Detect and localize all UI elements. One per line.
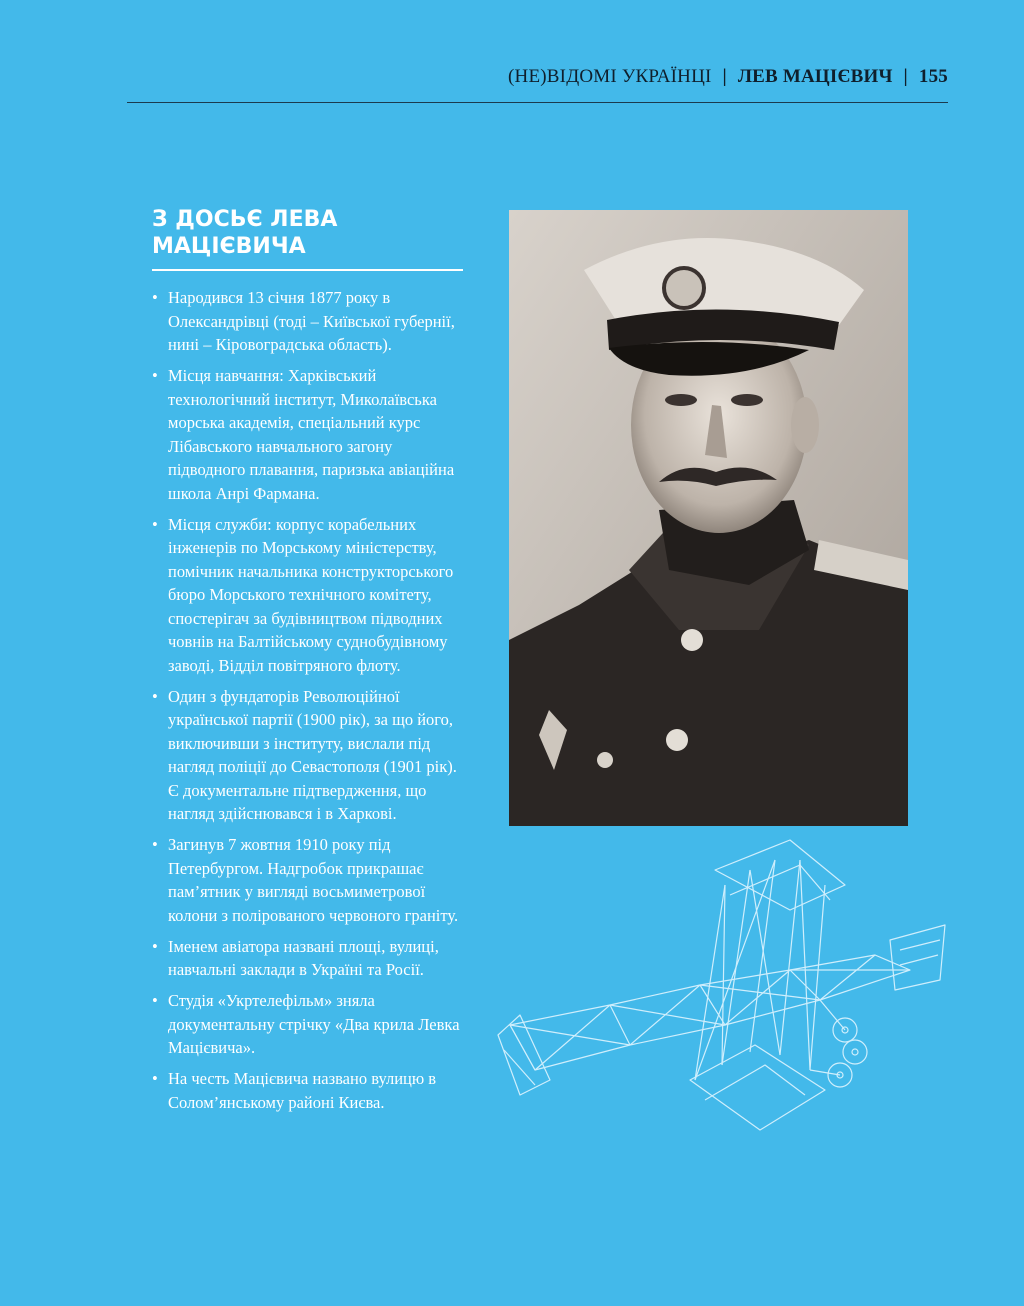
- header-separator: |: [722, 66, 727, 87]
- biplane-illustration: [490, 830, 960, 1170]
- fact-item: • Іменем авіатора названі площі, вулиці, навчальні заклади в Україні та Росії.: [152, 935, 470, 982]
- portrait-photo: [509, 210, 908, 826]
- running-header: [508, 66, 948, 88]
- header-separator: |: [903, 66, 908, 87]
- fact-item: • Народився 13 січня 1877 року в Олександрівці (тоді – Київської губернії, нині – Кіровоградська область).: [152, 286, 470, 357]
- fact-item: • На честь Мацієвича названо вулицю в Солом’янському районі Києва.: [152, 1067, 470, 1114]
- fact-item: • Місця навчання: Харківський технологічний інститут, Миколаївська морська академія, спеціальний курс Лібавського навчального загону підводного плавання, паризька авіаційна школа Анрі Фармана.: [152, 364, 470, 505]
- fact-item: • Студія «Укртелефільм» зняла документальну стрічку «Два крила Левка Мацієвича».: [152, 989, 470, 1060]
- facts-list: [152, 286, 470, 1122]
- page-number: 155: [918, 66, 948, 87]
- fact-item: • Місця служби: корпус корабельних інженерів по Морському міністерству, помічник начальника конструкторського бюро Морського технічного комітету, спостерігач за будівництвом підводних човнів на Балтійському суднобудівному заводі, Відділ повітряного флоту.: [152, 513, 470, 678]
- book-title: (НЕ)ВІДОМІ УКРАЇНЦІ: [508, 66, 712, 87]
- chapter-title: ЛЕВ МАЦІЄВИЧ: [737, 66, 893, 87]
- header-divider: [127, 102, 948, 103]
- section-title: З ДОСЬЄ ЛЕВА МАЦІЄВИЧА: [152, 207, 338, 259]
- fact-item: • Загинув 7 жовтня 1910 року під Петербургом. Надгробок прикрашає пам’ятник у вигляді восьмиметрової колони з полірованого червоного граніту.: [152, 833, 470, 927]
- fact-item: • Один з фундаторів Революційної української партії (1900 рік), за що його, виключивши з інституту, вислали під нагляд поліції до Севастополя (1901 рік). Є документальне підтвердження, що нагляд здійснювався і в Харкові.: [152, 685, 470, 826]
- title-underline: [152, 269, 463, 271]
